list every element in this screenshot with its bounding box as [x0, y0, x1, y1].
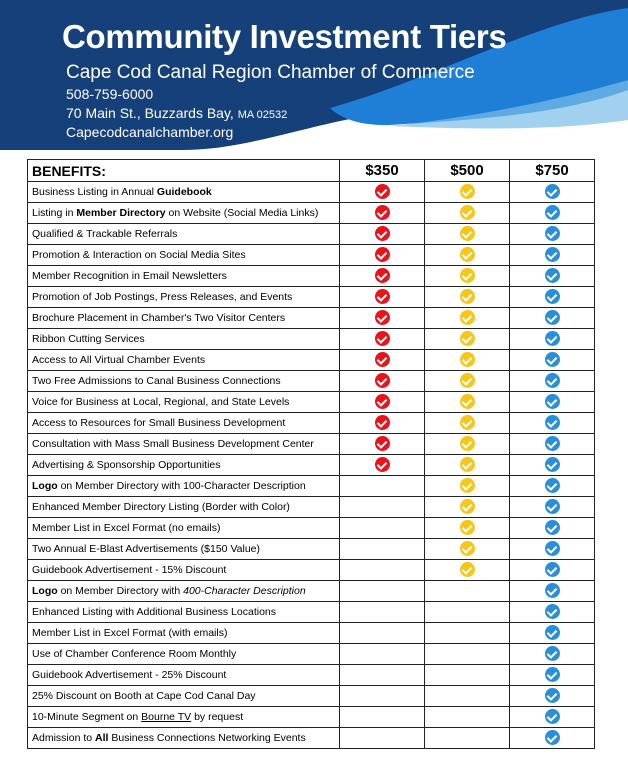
check-circle-icon [460, 562, 475, 577]
check-circle-icon [545, 499, 560, 514]
check-circle-icon [545, 457, 560, 472]
benefit-text: Brochure Placement in Chamber's Two Visitor Centers [32, 312, 286, 324]
check-circle-icon [545, 520, 560, 535]
address-street: 70 Main St., Buzzards Bay, [66, 105, 238, 121]
tier-350-cell [340, 560, 425, 581]
table-row [28, 350, 595, 371]
tier-500-cell [425, 560, 510, 581]
tier-750-cell [510, 434, 595, 455]
table-row [28, 728, 595, 749]
benefit-text: Guidebook Advertisement - 25% Discount [32, 669, 227, 681]
table-row [28, 329, 595, 350]
check-circle-icon [460, 352, 475, 367]
benefit-text: Enhanced Listing with Additional Business Locations [32, 606, 276, 618]
benefits-body [28, 182, 595, 749]
benefit-label [28, 413, 340, 434]
benefit-text: Enhanced Member Directory Listing (Border with Color) [32, 501, 290, 513]
check-circle-icon [460, 247, 475, 262]
tier-350-cell [340, 308, 425, 329]
check-circle-icon [460, 373, 475, 388]
check-circle-icon [460, 268, 475, 283]
benefit-label [28, 392, 340, 413]
tier-350-cell [340, 371, 425, 392]
tier-350-cell [340, 182, 425, 203]
benefit-label [28, 644, 340, 665]
tier-500-cell [425, 203, 510, 224]
tier-350-cell [340, 287, 425, 308]
tier-750-cell [510, 644, 595, 665]
check-circle-icon [545, 688, 560, 703]
check-circle-icon [375, 310, 390, 325]
tier-750-cell [510, 665, 595, 686]
tier-500-cell [425, 686, 510, 707]
table-row [28, 224, 595, 245]
check-circle-icon [460, 436, 475, 451]
benefit-text: 400-Character Description [183, 585, 306, 597]
tier-350-cell [340, 224, 425, 245]
check-circle-icon [460, 205, 475, 220]
benefit-label [28, 623, 340, 644]
table-row [28, 392, 595, 413]
table-header-row [28, 160, 595, 182]
tier-750-cell [510, 350, 595, 371]
tier-350-cell [340, 203, 425, 224]
tier-750-cell [510, 308, 595, 329]
check-circle-icon [460, 457, 475, 472]
check-circle-icon [375, 184, 390, 199]
check-circle-icon [545, 478, 560, 493]
tier-350-cell [340, 644, 425, 665]
benefit-text: Access to All Virtual Chamber Events [32, 354, 206, 366]
tier-500-cell [425, 602, 510, 623]
tier-750-header: $750 [510, 160, 595, 182]
benefit-text: Bourne TV [141, 711, 192, 723]
tier-350-cell [340, 518, 425, 539]
tier-500-cell [425, 392, 510, 413]
table-row [28, 518, 595, 539]
check-circle-icon [375, 415, 390, 430]
benefit-text: Logo [32, 585, 58, 597]
tier-750-cell [510, 329, 595, 350]
benefit-label [28, 434, 340, 455]
tier-750-cell [510, 287, 595, 308]
tier-500-cell [425, 518, 510, 539]
tier-750-cell [510, 539, 595, 560]
tier-750-cell [510, 518, 595, 539]
address [66, 105, 287, 121]
tier-350-cell [340, 413, 425, 434]
tier-500-cell [425, 308, 510, 329]
check-circle-icon [545, 247, 560, 262]
table-row [28, 476, 595, 497]
tier-750-cell [510, 224, 595, 245]
tier-500-cell [425, 644, 510, 665]
tier-350-cell [340, 728, 425, 749]
benefit-label [28, 455, 340, 476]
check-circle-icon [545, 562, 560, 577]
tier-750-cell [510, 686, 595, 707]
check-circle-icon [375, 331, 390, 346]
tier-500-cell [425, 476, 510, 497]
tier-500-cell [425, 266, 510, 287]
benefit-label [28, 287, 340, 308]
tier-750-cell [510, 476, 595, 497]
check-circle-icon [545, 583, 560, 598]
tier-750-cell [510, 560, 595, 581]
benefit-text: Guidebook Advertisement - 15% Discount [32, 564, 227, 576]
check-circle-icon [545, 352, 560, 367]
check-circle-icon [460, 226, 475, 241]
tier-350-cell [340, 623, 425, 644]
header-banner [0, 0, 628, 150]
benefit-text: Promotion & Interaction on Social Media Sites [32, 249, 246, 261]
benefit-label [28, 602, 340, 623]
table-row [28, 266, 595, 287]
benefit-text: Admission to [32, 732, 96, 744]
tier-350-cell [340, 497, 425, 518]
website-link[interactable]: Capecodcanalchamber.org [66, 124, 234, 140]
tier-500-cell [425, 350, 510, 371]
tier-350-cell [340, 707, 425, 728]
table-row [28, 644, 595, 665]
check-circle-icon [545, 730, 560, 745]
tier-750-cell [510, 203, 595, 224]
tier-500-cell [425, 413, 510, 434]
benefit-text: Two Annual E-Blast Advertisements ($150 Value) [32, 543, 261, 555]
check-circle-icon [545, 541, 560, 556]
tier-500-cell [425, 245, 510, 266]
benefit-text: Advertising & Sponsorship Opportunities [32, 459, 221, 471]
benefit-label [28, 203, 340, 224]
tier-350-cell [340, 350, 425, 371]
tier-750-cell [510, 581, 595, 602]
check-circle-icon [460, 289, 475, 304]
benefit-text: Consultation with Mass Small Business Development Center [32, 438, 314, 450]
tier-750-cell [510, 245, 595, 266]
page-title: Community Investment Tiers [62, 18, 507, 55]
table-row [28, 623, 595, 644]
tier-500-cell [425, 434, 510, 455]
benefit-text: Guidebook [156, 186, 212, 198]
benefit-label [28, 665, 340, 686]
table-row [28, 203, 595, 224]
check-circle-icon [375, 373, 390, 388]
tier-750-cell [510, 455, 595, 476]
benefits-table [27, 159, 595, 749]
benefit-text: Member Recognition in Email Newsletters [32, 270, 227, 282]
check-circle-icon [375, 352, 390, 367]
check-circle-icon [545, 184, 560, 199]
check-circle-icon [460, 478, 475, 493]
check-circle-icon [545, 646, 560, 661]
table-row [28, 539, 595, 560]
benefit-label [28, 518, 340, 539]
benefit-text: on Website (Social Media Links) [165, 207, 319, 219]
tier-750-cell [510, 497, 595, 518]
check-circle-icon [545, 709, 560, 724]
tier-750-cell [510, 707, 595, 728]
table-row [28, 602, 595, 623]
benefit-text: on Member Directory with 100-Character Description [57, 480, 306, 492]
benefit-text: Promotion of Job Postings, Press Releases, and Events [32, 291, 293, 303]
benefit-text: Listing in [32, 207, 77, 219]
tier-500-cell [425, 497, 510, 518]
check-circle-icon [545, 415, 560, 430]
check-circle-icon [375, 436, 390, 451]
benefit-label [28, 329, 340, 350]
benefit-text: 25% Discount on Booth at Cape Cod Canal Day [32, 690, 256, 702]
tier-350-header: $350 [340, 160, 425, 182]
tier-500-cell [425, 287, 510, 308]
tier-350-cell [340, 581, 425, 602]
check-circle-icon [545, 373, 560, 388]
address-state: MA 02532 [237, 109, 288, 121]
benefit-text: Qualified & Trackable Referrals [32, 228, 178, 240]
benefit-text: Member List in Excel Format (no emails) [32, 522, 221, 534]
tier-500-cell [425, 224, 510, 245]
check-circle-icon [375, 205, 390, 220]
table-row [28, 581, 595, 602]
benefit-text: Member Directory [76, 207, 166, 219]
check-circle-icon [545, 331, 560, 346]
benefit-label [28, 581, 340, 602]
tier-500-cell [425, 707, 510, 728]
check-circle-icon [460, 499, 475, 514]
benefit-text: Access to Resources for Small Business Development [32, 417, 286, 429]
table-row [28, 686, 595, 707]
check-circle-icon [375, 457, 390, 472]
tier-350-cell [340, 245, 425, 266]
benefit-text: Business Listing in Annual [32, 186, 157, 198]
table-row [28, 497, 595, 518]
tier-350-cell [340, 539, 425, 560]
benefit-label [28, 728, 340, 749]
check-circle-icon [460, 415, 475, 430]
benefit-label [28, 350, 340, 371]
check-circle-icon [460, 520, 475, 535]
table-row [28, 245, 595, 266]
tier-350-cell [340, 602, 425, 623]
tier-750-cell [510, 392, 595, 413]
tier-500-header: $500 [425, 160, 510, 182]
benefit-text: by request [191, 711, 244, 723]
check-circle-icon [460, 541, 475, 556]
phone-number: 508-759-6000 [66, 86, 154, 102]
benefit-label [28, 224, 340, 245]
check-circle-icon [545, 205, 560, 220]
check-circle-icon [460, 184, 475, 199]
tier-750-cell [510, 623, 595, 644]
check-circle-icon [545, 394, 560, 409]
benefit-label [28, 686, 340, 707]
benefit-label [28, 266, 340, 287]
tier-350-cell [340, 455, 425, 476]
tier-500-cell [425, 623, 510, 644]
benefit-label [28, 560, 340, 581]
table-row [28, 308, 595, 329]
table-row [28, 287, 595, 308]
tier-500-cell [425, 539, 510, 560]
organization-name: Cape Cod Canal Region Chamber of Commerce [66, 62, 475, 83]
benefit-text: 10-Minute Segment on [32, 711, 142, 723]
check-circle-icon [460, 331, 475, 346]
benefit-text: Member List in Excel Format (with emails) [32, 627, 228, 639]
tier-500-cell [425, 371, 510, 392]
benefit-text: Ribbon Cutting Services [32, 333, 145, 345]
benefit-label [28, 497, 340, 518]
table-row [28, 413, 595, 434]
benefit-text: Logo [32, 480, 58, 492]
tier-350-cell [340, 434, 425, 455]
tier-500-cell [425, 455, 510, 476]
tier-350-cell [340, 476, 425, 497]
benefit-label [28, 245, 340, 266]
check-circle-icon [545, 310, 560, 325]
table-row [28, 371, 595, 392]
tier-500-cell [425, 329, 510, 350]
tier-750-cell [510, 266, 595, 287]
check-circle-icon [545, 289, 560, 304]
table-row [28, 560, 595, 581]
benefit-text: Business Connections Networking Events [108, 732, 306, 744]
table-row [28, 455, 595, 476]
tier-350-cell [340, 665, 425, 686]
benefit-text: on Member Directory with [57, 585, 184, 597]
check-circle-icon [460, 394, 475, 409]
check-circle-icon [545, 667, 560, 682]
check-circle-icon [545, 268, 560, 283]
benefit-label [28, 182, 340, 203]
tier-750-cell [510, 728, 595, 749]
tier-750-cell [510, 602, 595, 623]
check-circle-icon [375, 268, 390, 283]
benefits-header: BENEFITS: [28, 160, 340, 182]
tier-500-cell [425, 182, 510, 203]
check-circle-icon [375, 226, 390, 241]
benefit-label [28, 476, 340, 497]
table-row [28, 434, 595, 455]
table-row [28, 707, 595, 728]
benefit-text: All [95, 732, 109, 744]
tier-750-cell [510, 371, 595, 392]
benefit-text: Use of Chamber Conference Room Monthly [32, 648, 237, 660]
benefit-label [28, 371, 340, 392]
check-circle-icon [545, 436, 560, 451]
tier-350-cell [340, 266, 425, 287]
check-circle-icon [545, 625, 560, 640]
benefit-text: Two Free Admissions to Canal Business Connections [32, 375, 281, 387]
tier-350-cell [340, 392, 425, 413]
benefit-label [28, 539, 340, 560]
tier-350-cell [340, 329, 425, 350]
check-circle-icon [460, 310, 475, 325]
check-circle-icon [545, 604, 560, 619]
tier-500-cell [425, 581, 510, 602]
benefit-label [28, 308, 340, 329]
benefit-text: Voice for Business at Local, Regional, and State Levels [32, 396, 290, 408]
table-row [28, 182, 595, 203]
check-circle-icon [545, 226, 560, 241]
tier-500-cell [425, 665, 510, 686]
check-circle-icon [375, 289, 390, 304]
tier-500-cell [425, 728, 510, 749]
check-circle-icon [375, 247, 390, 262]
benefit-label [28, 707, 340, 728]
tier-350-cell [340, 686, 425, 707]
tier-750-cell [510, 413, 595, 434]
tier-750-cell [510, 182, 595, 203]
check-circle-icon [375, 394, 390, 409]
table-row [28, 665, 595, 686]
